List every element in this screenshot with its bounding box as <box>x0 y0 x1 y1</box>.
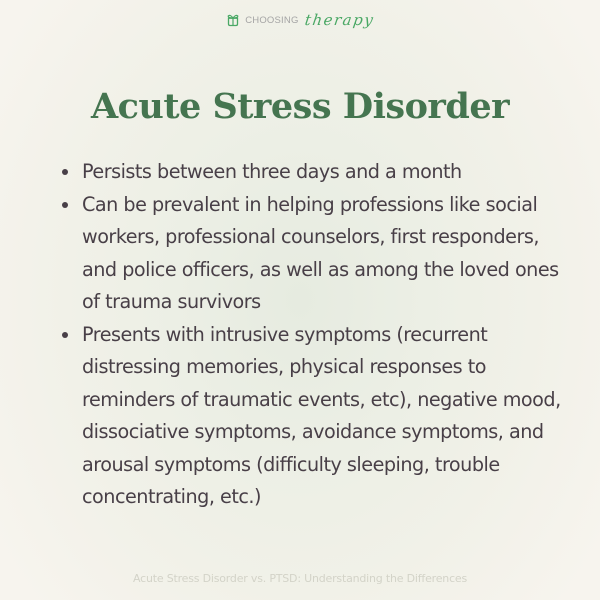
footer-caption: Acute Stress Disorder vs. PTSD: Understanding the Differences <box>132 572 468 585</box>
brand-word-therapy: therapy <box>303 11 376 29</box>
bullet-dot-icon <box>62 332 68 338</box>
bullet-item <box>62 156 562 189</box>
bullet-text: Can be prevalent in helping professions like social workers, professional counselors, first responders, and police officers, as well as among the loved ones of trauma survivors <box>82 192 559 313</box>
bullet-item <box>62 319 562 514</box>
lotus-gift-icon <box>226 13 240 27</box>
brand-word-choosing: CHOOSING <box>245 14 299 26</box>
bullet-dot-icon <box>62 169 68 175</box>
bullet-list <box>62 156 562 514</box>
bullet-text: Presents with intrusive symptoms (recurrent distressing memories, physical responses to reminders of traumatic events, etc), negative mood, dissociative symptoms, avoidance symptoms, and arousal symptoms (difficulty sleeping, trouble concentrating, etc.) <box>82 322 561 508</box>
bullet-item <box>62 189 562 319</box>
page-title: Acute Stress Disorder <box>90 86 510 127</box>
brand-logo <box>0 11 600 29</box>
bullet-dot-icon <box>62 202 68 208</box>
bullet-text: Persists between three days and a month <box>82 160 462 183</box>
